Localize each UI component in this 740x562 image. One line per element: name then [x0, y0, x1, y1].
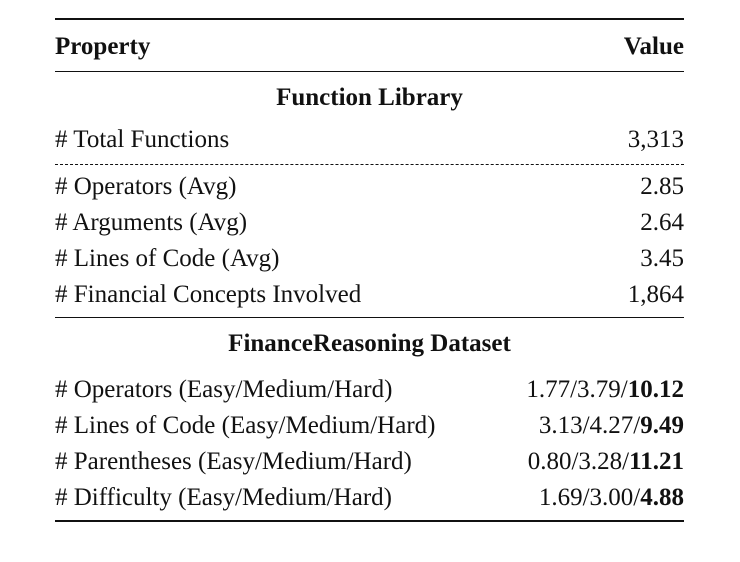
table-row [55, 169, 684, 205]
table-row [55, 372, 684, 408]
row-value [526, 372, 684, 408]
bottom-rule [55, 520, 684, 522]
value-bold: 11.21 [629, 448, 684, 475]
row-label: # Lines of Code (Avg) [55, 245, 280, 272]
value-plain: 3.13/4.27/ [538, 412, 641, 439]
table-row [55, 205, 684, 241]
value-bold: 10.12 [627, 376, 684, 403]
row-value: 3,313 [627, 126, 684, 153]
row-label: # Lines of Code (Easy/Medium/Hard) [55, 412, 436, 439]
row-label: # Operators (Avg) [55, 173, 237, 200]
row-value: 3.45 [640, 245, 684, 272]
row-value: 1,864 [627, 281, 684, 308]
value-plain: 0.80/3.28/ [527, 448, 630, 475]
row-label: # Total Functions [55, 126, 230, 153]
table-row [55, 480, 684, 516]
row-value: 2.64 [640, 209, 684, 236]
row-label: # Difficulty (Easy/Medium/Hard) [55, 484, 392, 511]
row-value [539, 408, 684, 444]
table-row [55, 277, 684, 313]
value-plain: 1.77/3.79/ [526, 376, 628, 403]
table-row [55, 241, 684, 277]
row-value [539, 480, 684, 516]
value-bold: 9.49 [640, 412, 684, 439]
header-row [55, 20, 684, 71]
value-plain: 1.69/3.00/ [538, 484, 641, 511]
section-title-function-library: Function Library [276, 84, 463, 111]
row-label: # Arguments (Avg) [55, 209, 248, 236]
statistics-table [55, 18, 684, 522]
table-row [55, 408, 684, 444]
row-value: 2.85 [640, 173, 684, 200]
table-row-total-functions [55, 122, 684, 158]
row-value [528, 444, 684, 480]
row-label: # Financial Concepts Involved [55, 281, 362, 308]
row-label: # Operators (Easy/Medium/Hard) [55, 376, 393, 403]
table-row [55, 444, 684, 480]
header-value: Value [623, 33, 684, 60]
header-property: Property [55, 33, 151, 60]
row-label: # Parentheses (Easy/Medium/Hard) [55, 448, 412, 475]
section-title-dataset: FinanceReasoning Dataset [228, 330, 511, 357]
value-bold: 4.88 [640, 484, 684, 511]
